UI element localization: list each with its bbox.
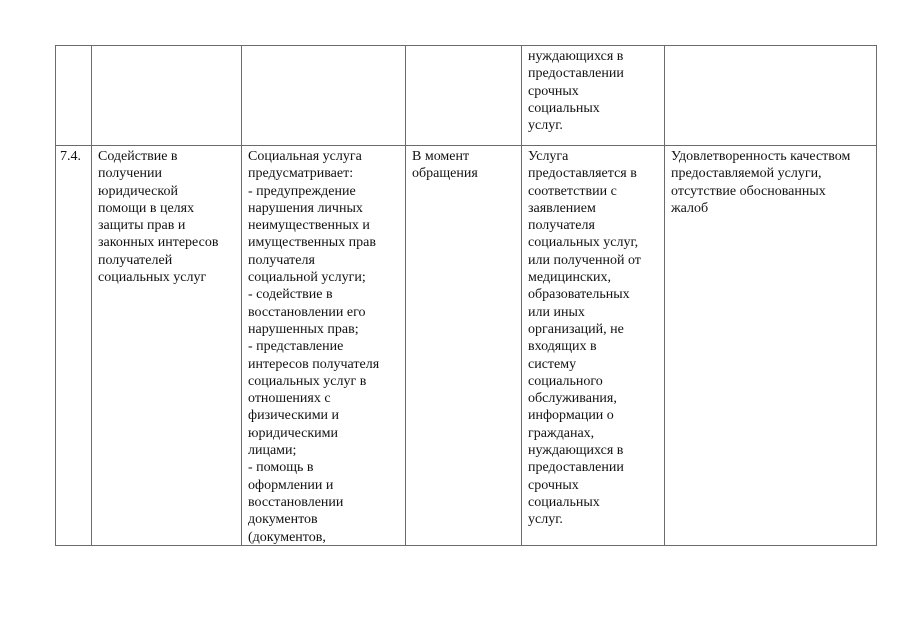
- table-cell-description: [242, 146, 406, 546]
- quality-text: Удовлетворенность качеством предоставляемой услуги, отсутствие обоснованных жалоб: [671, 149, 851, 216]
- table-row: [56, 146, 877, 546]
- conditions-text: нуждающихся в предоставлении срочных социальных услуг.: [528, 49, 624, 134]
- table-cell-service: [92, 146, 242, 546]
- table-cell-conditions: [522, 46, 665, 146]
- service-name-text: Содействие в получении юридической помощи в целях защиты прав и законных интересов получателей социальных услуг: [98, 149, 219, 286]
- conditions-text: Услуга предоставляется в соответствии с заявлением получателя социальных услуг, или полученной от медицинских, образовательных или иных организаций, не входящих в систему социального обслуживания, информации о гражданах, нуждающихся в предоставлении срочных социальных услуг.: [528, 149, 641, 528]
- description-text: Социальная услуга предусматривает: - предупреждение нарушения личных неимущественных и имущественных прав получателя социальной услуги; - содействие в восстановлении его нарушенных прав; - представление интересов получателя социальных услуг в отношениях с физическими и юридическими лицами; - помощь в оформлении и восстановлении документов (документов,: [248, 149, 380, 545]
- table-cell-term: [406, 46, 522, 146]
- table-cell-service: [92, 46, 242, 146]
- services-table: [55, 45, 877, 546]
- table-row: [56, 46, 877, 146]
- table-cell-term: [406, 146, 522, 546]
- table-cell-quality: [665, 146, 877, 546]
- term-text: В момент обращения: [412, 149, 478, 182]
- table-cell-number: [56, 46, 92, 146]
- table-cell-conditions: [522, 146, 665, 546]
- table-cell-description: [242, 46, 406, 146]
- table-cell-quality: [665, 46, 877, 146]
- table-cell-number: [56, 146, 92, 546]
- item-number: 7.4.: [60, 149, 81, 164]
